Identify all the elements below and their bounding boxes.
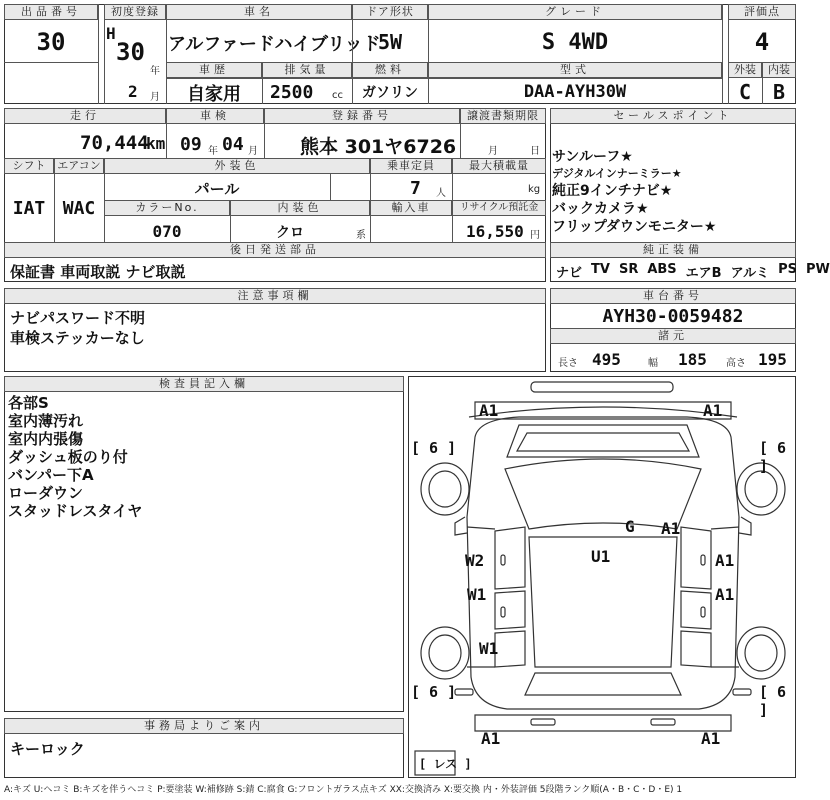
notes-list	[10, 308, 145, 348]
history-label: 車歴	[166, 62, 262, 78]
chassis-label: 車台番号	[550, 288, 796, 304]
grade-value: S 4WD	[541, 30, 609, 55]
ext-color-value: パール	[194, 180, 240, 198]
spec-label: 諸元	[550, 328, 796, 344]
ext-color-label: 外装色	[104, 158, 370, 174]
legend-text: A:キズ U:ヘコミ B:キズを伴うヘコミ P:要塗装 W:補修跡 S:錆 C:腐食 G:フロントガラス点キズ XX:交換済み X:要交換 内・外装評価 5段階ランク順(A・B・C・D・E) 1	[4, 785, 683, 795]
int-color-value: クロ	[276, 225, 304, 241]
recycle-fee: 16,550	[466, 222, 524, 241]
max-load-label: 最大積載量	[452, 158, 546, 174]
door-label: ドア形状	[352, 4, 428, 20]
model-value: DAA-AYH30W	[523, 82, 627, 102]
sales-points-label: セールスポイント	[550, 108, 796, 124]
inspection-label: 車検	[166, 108, 264, 124]
history-value: 自家用	[187, 84, 241, 105]
inspection-year-unit: 年	[208, 146, 218, 157]
car-diagram	[408, 376, 796, 778]
month-unit: 月	[150, 92, 160, 103]
year-unit: 年	[150, 66, 160, 77]
later-parts-label: 後日発送部品	[4, 242, 546, 258]
spare-tire: [ レス ]	[419, 757, 472, 771]
inspector-line: スタッドレスタイヤ	[8, 502, 143, 520]
equipment-item: ナビ	[556, 266, 583, 281]
damage-mark: U1	[591, 547, 611, 566]
length-label: 長さ	[558, 358, 578, 369]
sales-points-list	[552, 148, 794, 242]
inspection-year: 09	[180, 134, 202, 155]
inspector-line: ダッシュ板のり付	[8, 448, 128, 466]
first-reg-year: 30	[116, 38, 145, 66]
inspector-line: バンパー下A	[8, 466, 94, 484]
lot-label: 出品番号	[4, 4, 98, 20]
equipment-item: TV	[591, 262, 610, 277]
shift-value: IAT	[12, 198, 46, 219]
first-reg-month: 2	[128, 82, 138, 101]
sales-point-item: 純正9インチナビ★	[552, 183, 673, 199]
height-label: 高さ	[726, 358, 746, 369]
color-no-value: 070	[152, 222, 182, 241]
equipment-label: 純正装備	[550, 242, 796, 258]
reg-no-value: 熊本 301ヤ6726	[300, 136, 457, 158]
inspection-month: 04	[222, 134, 244, 155]
max-load-unit: kg	[528, 184, 541, 195]
transfer-doc-month-unit: 月	[488, 146, 498, 157]
sales-point-item: デジタルインナーミラー★	[552, 167, 682, 180]
tire-rating: [ 6 ]	[411, 439, 457, 457]
inspector-list	[8, 394, 142, 520]
door-type: 5W	[377, 30, 403, 54]
transfer-doc-day-unit: 日	[530, 146, 540, 157]
fuel-label: 燃料	[352, 62, 428, 78]
capacity-unit: 人	[436, 188, 446, 199]
grade-label: グレード	[428, 4, 722, 20]
mileage-unit: km	[146, 134, 166, 153]
first-reg-label: 初度登録	[104, 4, 166, 20]
width-label: 幅	[648, 358, 658, 369]
score-label: 評価点	[728, 4, 796, 20]
shift-label: シフト	[4, 158, 54, 174]
damage-mark: A1	[701, 729, 721, 748]
equipment-item: PW	[805, 262, 830, 277]
car-name: アルファードハイブリッド	[168, 34, 381, 55]
model-label: 型式	[428, 62, 722, 78]
score-value: 4	[754, 28, 770, 56]
damage-mark: W1	[479, 639, 499, 658]
interior-rating: B	[772, 80, 786, 104]
tire-rating: [ 6 ]	[759, 683, 787, 719]
damage-mark: W1	[467, 585, 487, 604]
height-value: 195	[758, 350, 787, 369]
era-letter: H	[106, 24, 116, 43]
ac-value: WAC	[62, 198, 96, 219]
office-text: キーロック	[10, 740, 85, 758]
note-line: ナビパスワード不明	[10, 309, 146, 327]
transfer-doc-label: 譲渡書類期限	[460, 108, 546, 124]
displacement-label: 排気量	[262, 62, 352, 78]
mileage-value: 70,444	[80, 132, 149, 154]
displacement-value: 2500	[270, 82, 314, 103]
capacity-value: 7	[410, 178, 421, 199]
tire-rating: [ 6 ]	[411, 683, 457, 701]
exterior-label: 外装	[728, 62, 762, 78]
fuel-value: ガソリン	[362, 85, 418, 101]
length-value: 495	[592, 350, 621, 369]
damage-mark: A1	[715, 585, 735, 604]
equipment-item: PS	[778, 262, 797, 277]
recycle-unit: 円	[530, 230, 540, 241]
inspector-line: 各部S	[8, 394, 49, 412]
displacement-unit: cc	[332, 90, 343, 101]
later-parts-value: 保証書 車両取説 ナビ取説	[10, 263, 186, 281]
color-no-label: カラーNo.	[104, 200, 230, 216]
car-outline	[409, 377, 797, 779]
inspector-line: 室内薄汚れ	[8, 412, 84, 430]
interior-label: 内装	[762, 62, 796, 78]
ac-label: エアコン	[54, 158, 104, 174]
inspector-line: 室内内張傷	[8, 430, 84, 448]
office-label: 事務局よりご案内	[4, 718, 404, 734]
sales-point-item: バックカメラ★	[552, 201, 649, 217]
tire-rating: [ 6 ]	[759, 439, 787, 475]
damage-mark: W2	[465, 551, 485, 570]
import-label: 輸入車	[370, 200, 452, 216]
damage-mark: A1	[479, 401, 499, 420]
damage-mark: A1	[715, 551, 735, 570]
lot-number: 30	[36, 28, 66, 56]
exterior-rating: C	[738, 80, 752, 104]
sales-point-item: フリップダウンモニター★	[552, 219, 717, 235]
equipment-item: エアB	[685, 266, 722, 281]
equipment-list	[556, 262, 830, 281]
int-color-unit: 系	[356, 230, 366, 241]
inspection-month-unit: 月	[248, 146, 258, 157]
recycle-label: リサイクル預託金	[452, 200, 546, 216]
capacity-label: 乗車定員	[370, 158, 452, 174]
car-name-label: 車名	[166, 4, 352, 20]
damage-mark: A1	[661, 519, 681, 538]
equipment-item: ABS	[647, 262, 677, 277]
sales-point-item: サンルーフ★	[552, 149, 633, 165]
mileage-label: 走行	[4, 108, 166, 124]
inspector-label: 検査員記入欄	[4, 376, 404, 392]
notes-label: 注意事項欄	[4, 288, 546, 304]
note-line: 車検ステッカーなし	[10, 329, 145, 347]
damage-mark: A1	[703, 401, 723, 420]
int-color-label: 内装色	[230, 200, 370, 216]
inspector-line: ローダウン	[8, 484, 84, 502]
damage-mark: G	[625, 517, 635, 536]
chassis-number: AYH30-0059482	[602, 306, 744, 327]
reg-no-label: 登録番号	[264, 108, 460, 124]
equipment-item: SR	[618, 262, 639, 277]
equipment-item: アルミ	[730, 266, 770, 281]
damage-mark: A1	[481, 729, 501, 748]
width-value: 185	[678, 350, 707, 369]
